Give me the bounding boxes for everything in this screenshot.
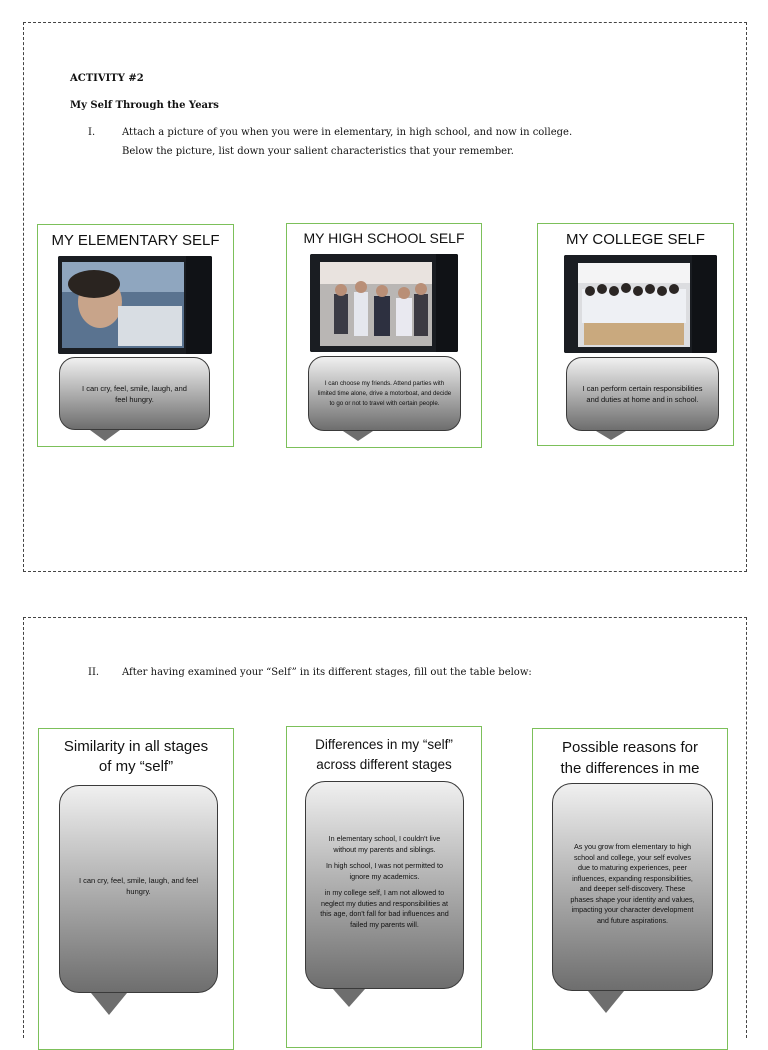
- high-school-self-card: [286, 223, 482, 448]
- title-line: the differences in me: [560, 760, 700, 777]
- differences-title: [287, 735, 481, 775]
- card-title: MY HIGH SCHOOL SELF: [303, 230, 465, 246]
- reasons-text: [569, 842, 696, 932]
- reasons-card: [532, 728, 728, 1050]
- bubble-paragraph: in my college self, I am not allowed to neglect my duties and responsibilities at this age, don't fall for bad influences and failed my parents will.: [320, 888, 449, 929]
- college-self-card: [537, 223, 734, 446]
- similarity-card: [38, 728, 234, 1050]
- differences-speech-bubble: [305, 781, 464, 989]
- instruction-line-1: Attach a picture of you when you were in elementary, in high school, and now in college.: [122, 127, 573, 138]
- bubble-paragraph: As you grow from elementary to high school and college, your self evolves due to maturing experiences, peer influences, expanding responsibilities, and deeper self-discovery. These phases shape your identity and values, impacting your character development and future aspirations.: [570, 842, 695, 925]
- bubble-tail: [596, 431, 626, 440]
- instruction-line-2: Below the picture, list down your salient characteristics that your remember.: [122, 146, 514, 157]
- title-line: Possible reasons for: [562, 739, 698, 756]
- college-photo: [564, 255, 717, 353]
- activity-subtitle: My Self Through the Years: [70, 100, 219, 111]
- bubble-tail: [588, 991, 624, 1013]
- title-line: across different stages: [316, 757, 452, 772]
- worksheet-page-2: [23, 617, 747, 1038]
- bubble-tail: [333, 989, 365, 1007]
- college-characteristics: I can perform certain responsibilities and duties at home and in school.: [582, 384, 703, 404]
- bubble-paragraph: In high school, I was not permitted to ignore my academics.: [325, 861, 444, 881]
- title-line: Differences in my “self”: [315, 737, 453, 752]
- differences-text: [319, 834, 450, 936]
- elementary-characteristics: I can cry, feel, smile, laugh, and feel hungry.: [82, 383, 187, 404]
- similarity-title: [39, 737, 233, 777]
- instruction-number-2: II.: [88, 667, 100, 678]
- worksheet-page-1: [23, 22, 747, 572]
- college-speech-bubble: [566, 357, 719, 431]
- bubble-tail: [343, 431, 373, 441]
- elementary-photo: [58, 256, 212, 354]
- instruction-part-2: [88, 664, 728, 684]
- instruction-part-2-text: After having examined your “Self” in its different stages, fill out the table below:: [122, 667, 532, 678]
- high-school-speech-bubble: [308, 356, 461, 431]
- bubble-tail: [91, 993, 127, 1015]
- bubble-paragraph: In elementary school, I couldn't live without my parents and siblings.: [328, 834, 441, 854]
- reasons-speech-bubble: [552, 783, 713, 991]
- bubble-paragraph: I can cry, feel, smile, laugh, and feel hungry.: [78, 876, 199, 896]
- activity-title: ACTIVITY #2: [70, 73, 144, 84]
- elementary-self-card: [37, 224, 234, 447]
- instruction-number-1: I.: [88, 127, 96, 138]
- elementary-speech-bubble: [59, 357, 210, 430]
- high-school-photo: [310, 254, 458, 352]
- title-line: of my “self”: [98, 758, 174, 775]
- differences-card: [286, 726, 482, 1048]
- reasons-title: [533, 737, 727, 779]
- similarity-speech-bubble: [59, 785, 218, 993]
- high-school-characteristics: I can choose my friends. Attend parties with limited time alone, drive a motorboat, and decide to go or not to travel with certain people.: [317, 379, 452, 407]
- bubble-tail: [90, 430, 120, 441]
- title-line: Similarity in all stages: [63, 738, 209, 755]
- card-title: MY COLLEGE SELF: [566, 231, 705, 248]
- card-title: MY ELEMENTARY SELF: [51, 232, 220, 249]
- similarity-text: [78, 875, 199, 903]
- instruction-part-1: [88, 124, 728, 164]
